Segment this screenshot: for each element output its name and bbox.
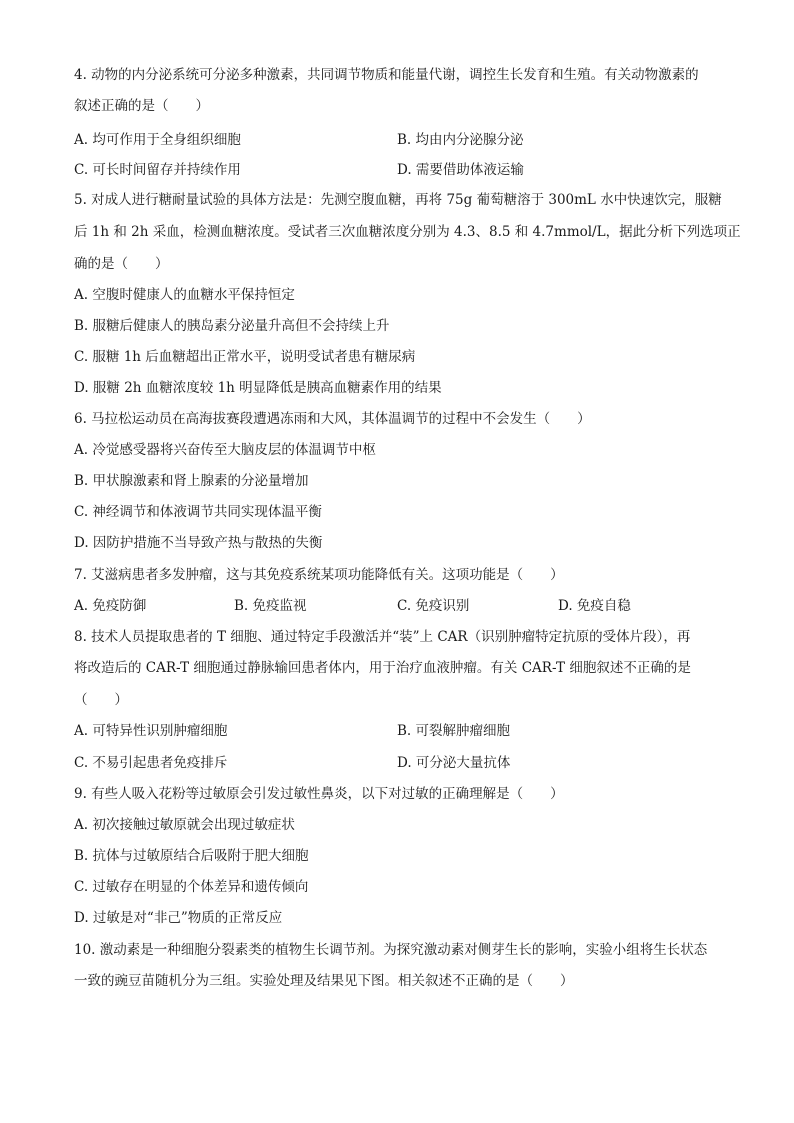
question-5-option-c[interactable]: C. 服糖 1h 后血糖超出正常水平，说明受试者患有糖尿病 — [74, 349, 416, 365]
question-5-option-d[interactable]: D. 服糖 2h 血糖浓度较 1h 明显降低是胰高血糖素作用的结果 — [74, 380, 442, 396]
question-8-option-d[interactable]: D. 可分泌大量抗体 — [397, 755, 511, 771]
question-5-text: 5. 对成人进行糖耐量试验的具体方法是：先测空腹血糖，再将 75g 葡萄糖溶于 300mL 水中快速饮完，服糖 — [74, 192, 722, 208]
question-6-option-a[interactable]: A. 冷觉感受器将兴奋传至大脑皮层的体温调节中枢 — [74, 442, 376, 458]
question-10-text-cont: 一致的豌豆苗随机分为三组。实验处理及结果见下图。相关叙述不正确的是（ ） — [74, 973, 574, 989]
question-5-text-cont: 后 1h 和 2h 采血，检测血糖浓度。受试者三次血糖浓度分别为 4.3、8.5 和 4.7mmol/L，据此分析下列选项正 — [74, 224, 741, 240]
question-8-option-c[interactable]: C. 不易引起患者免疫排斥 — [74, 755, 228, 771]
question-8-text-cont-2: （ ） — [74, 692, 128, 708]
question-6-text: 6. 马拉松运动员在高海拔赛段遭遇冻雨和大风，其体温调节的过程中不会发生（ ） — [74, 411, 591, 427]
question-4-text: 4. 动物的内分泌系统可分泌多种激素，共同调节物质和能量代谢，调控生长发育和生殖。有关动物激素的 — [74, 67, 699, 83]
question-7-option-d[interactable]: D. 免疫自稳 — [558, 598, 631, 614]
question-8-option-b[interactable]: B. 可裂解肿瘤细胞 — [397, 723, 511, 739]
question-4-option-b[interactable]: B. 均由内分泌腺分泌 — [397, 132, 524, 148]
question-7-text: 7. 艾滋病患者多发肿瘤，这与其免疫系统某项功能降低有关。这项功能是（ ） — [74, 567, 564, 583]
question-5-option-b[interactable]: B. 服糖后健康人的胰岛素分泌量升高但不会持续上升 — [74, 318, 390, 334]
question-9-option-b[interactable]: B. 抗体与过敏原结合后吸附于肥大细胞 — [74, 848, 309, 864]
question-8-option-a[interactable]: A. 可特异性识别肿瘤细胞 — [74, 723, 228, 739]
question-9-option-a[interactable]: A. 初次接触过敏原就会出现过敏症状 — [74, 817, 295, 833]
question-7-option-c[interactable]: C. 免疫识别 — [397, 598, 470, 614]
question-5-option-a[interactable]: A. 空腹时健康人的血糖水平保持恒定 — [74, 287, 295, 303]
question-5-text-cont-2: 确的是（ ） — [74, 256, 169, 272]
question-8-text-cont: 将改造后的 CAR-T 细胞通过静脉输回患者体内，用于治疗血液肿瘤。有关 CAR-T 细胞叙述不正确的是 — [74, 660, 691, 676]
question-6-option-c[interactable]: C. 神经调节和体液调节共同实现体温平衡 — [74, 504, 322, 520]
question-4-text-cont: 叙述正确的是（ ） — [74, 98, 209, 114]
question-4-option-a[interactable]: A. 均可作用于全身组织细胞 — [74, 132, 241, 148]
question-9-option-c[interactable]: C. 过敏存在明显的个体差异和遗传倾向 — [74, 879, 309, 895]
question-6-option-b[interactable]: B. 甲状腺激素和肾上腺素的分泌量增加 — [74, 473, 309, 489]
question-4-option-c[interactable]: C. 可长时间留存并持续作用 — [74, 162, 241, 178]
question-6-option-d[interactable]: D. 因防护措施不当导致产热与散热的失衡 — [74, 535, 323, 551]
question-4-option-d[interactable]: D. 需要借助体液运输 — [397, 162, 524, 178]
question-7-option-a[interactable]: A. 免疫防御 — [74, 598, 147, 614]
question-9-option-d[interactable]: D. 过敏是对“非己”物质的正常反应 — [74, 910, 283, 926]
question-7-option-b[interactable]: B. 免疫监视 — [234, 598, 307, 614]
question-8-text: 8. 技术人员提取患者的 T 细胞、通过特定手段激活并“装”上 CAR（识别肿瘤特定抗原的受体片段），再 — [74, 629, 691, 645]
question-10-text: 10. 激动素是一种细胞分裂素类的植物生长调节剂。为探究激动素对侧芽生长的影响，实验小组将生长状态 — [74, 942, 708, 958]
question-9-text: 9. 有些人吸入花粉等过敏原会引发过敏性鼻炎，以下对过敏的正确理解是（ ） — [74, 786, 564, 802]
